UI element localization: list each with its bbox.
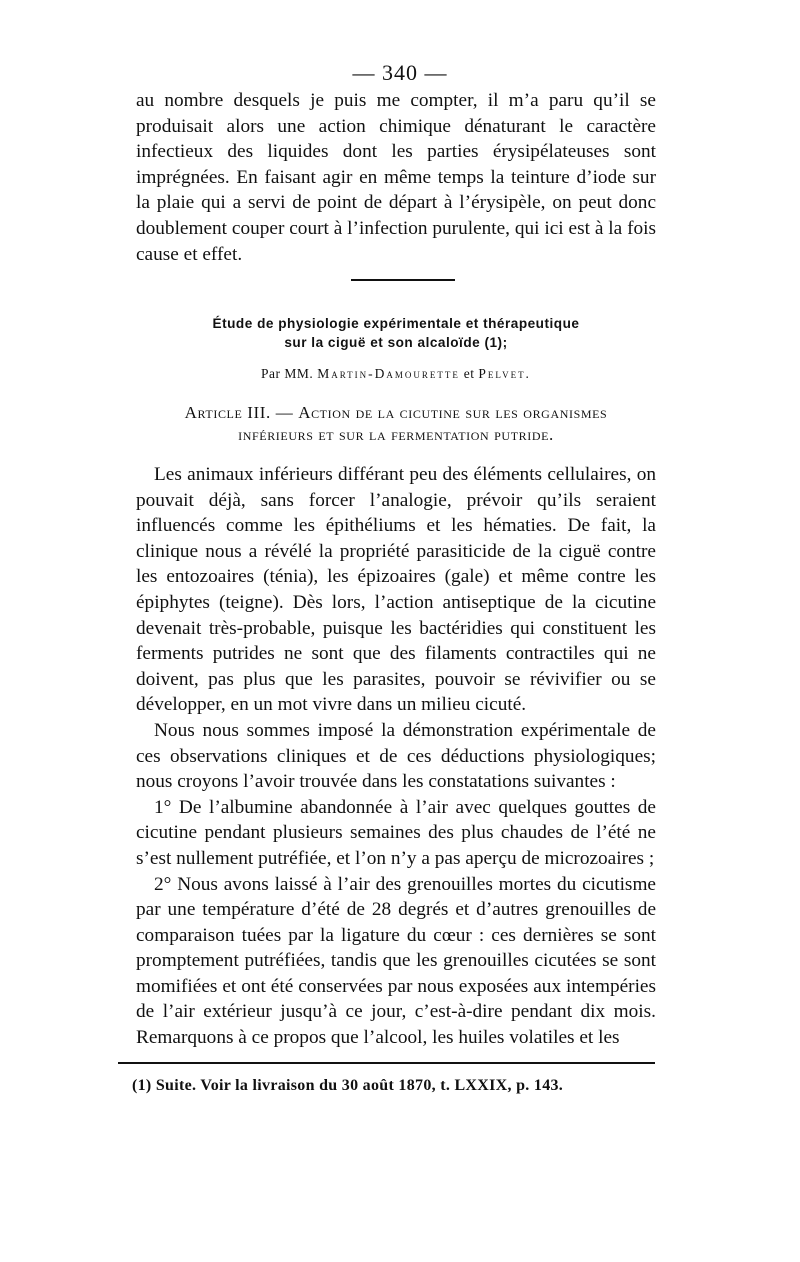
article-body [136, 462, 656, 1051]
page-number: — 340 — [352, 60, 448, 85]
study-title-line-2: sur la ciguë et son alcaloïde (1); [284, 335, 508, 350]
footnote: (1) Suite. Voir la livraison du 30 août 1870, t. LXXIX, p. 143. [132, 1077, 564, 1094]
article-title-line-2: inférieurs et sur la fermentation putride. [238, 425, 554, 444]
body-paragraph-2: Nous nous sommes imposé la démonstration expérimentale de ces observations cliniques et de ces déductions physiologiques; nous croyons l’avoir trouvée dans les constatations suivantes : [136, 719, 656, 793]
body-paragraph-4: 2° Nous avons laissé à l’air des grenouilles mortes du cicutisme par une température d’été de 28 degrés et d’autres grenouilles de comparaison tuées par la ligature du cœur : ces dernières se sont promptement putréfiées, tandis que les grenouilles cicutées se sont momifiées et ont été conservées par nous exposées aux intempéries de l’air extérieur jusqu’à ce jour, c’est-à-dire pendant dix mois. Remarquons à ce propos que l’alcool, les huiles volatiles et les [136, 873, 656, 1049]
authors-conjunction: et [463, 366, 475, 381]
body-paragraph-3: 1° De l’albumine abandonnée à l’air avec quelques gouttes de cicutine pendant plusieurs semaines des plus chaudes de l’été ne s’est nullement putréfiée, et l’on n’y a pas aperçu de microzoaires ; [136, 796, 656, 869]
article-number: Article III. — [184, 403, 294, 422]
study-title-line-1: Étude de physiologie expérimentale et thérapeutique [212, 316, 580, 331]
intro-paragraph: au nombre desquels je puis me compter, il m’a paru qu’il se produisait alors une action chimique dénaturant le caractère infectieux des liquides dont les parties érysipélateuses sont imprégnées. En faisant agir en même temps la teinture d’iode sur la plaie qui a servi de point de départ à l’érysipèle, on peut donc doublement couper court à l’infection purulente, qui ici est à la fois cause et effet. [136, 90, 656, 265]
authors-prefix: Par MM. [261, 366, 314, 381]
author-2: Pelvet. [478, 366, 531, 381]
author-1: Martin-Damourette [317, 366, 460, 381]
section-separator [351, 279, 455, 281]
study-title [136, 314, 656, 352]
article-title-line-1: Action de la cicutine sur les organismes [298, 403, 608, 422]
footnote-separator [118, 1062, 655, 1064]
article-heading [136, 402, 656, 446]
intro-section [136, 88, 656, 267]
study-authors [136, 366, 656, 382]
body-paragraph-1: Les animaux inférieurs différant peu des éléments cellulaires, on pouvait déjà, sans forcer l’analogie, prévoir qu’ils seraient influencés comme les épithéliums et les hématies. De fait, la clinique nous a révélé la propriété parasiticide de la ciguë contre les entozoaires (ténia), les épizoaires (gale) et même contre les épiphytes (teigne). Dès lors, l’action antiseptique de la cicutine devenait très-probable, puisque les bactéridies qui constituent les ferments putrides ne sont que des filaments contractiles qui ne doivent, pas plus que les parasites, pouvoir se révivifier ou se développer, en un mot vivre dans un milieu cicuté. [136, 464, 656, 716]
